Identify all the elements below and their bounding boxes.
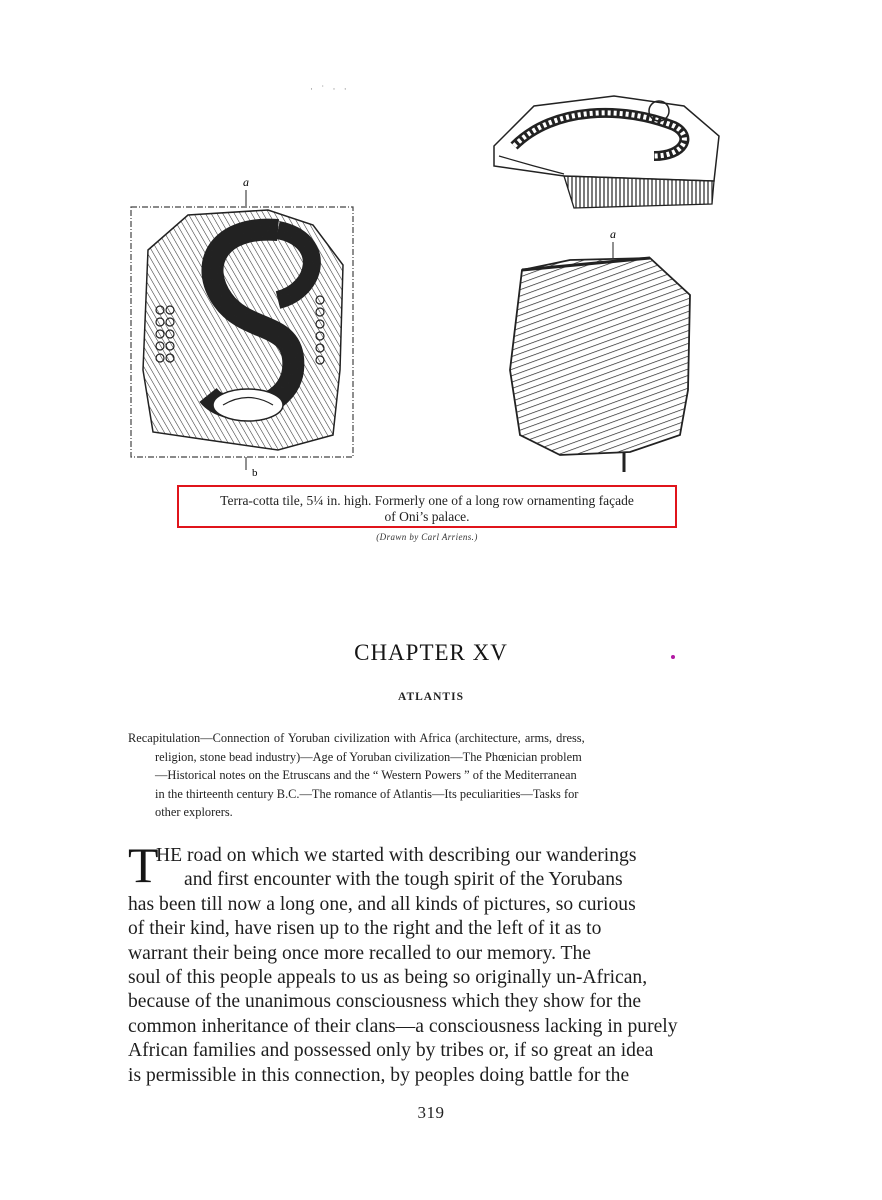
label-a: a xyxy=(243,175,249,189)
tile-perspective-illustration xyxy=(474,86,724,218)
scan-marks: · ˙ · · xyxy=(310,84,350,94)
illustration-credit: (Drawn by Carl Arriens.) xyxy=(376,532,478,542)
body-paragraph xyxy=(128,837,740,1088)
tile-back-illustration xyxy=(500,220,710,480)
drop-cap: T xyxy=(128,837,159,893)
body-line: and first encounter with the tough spirit of the Yorubans xyxy=(184,869,623,891)
terracotta-tile-illustration xyxy=(128,170,364,480)
figure-caption xyxy=(179,493,675,525)
synopsis-line: other explorers. xyxy=(155,805,233,820)
page-number: 319 xyxy=(417,1103,445,1122)
body-line: warrant their being once more recalled to our memory. The xyxy=(128,942,591,964)
caption-line: of Oni’s palace. xyxy=(384,509,470,524)
body-line: soul of this people appeals to us as being so originally un-African, xyxy=(128,967,648,989)
body-line: has been till now a long one, and all kinds of pictures, so curious xyxy=(128,893,636,915)
figure-caption-box xyxy=(177,485,677,528)
body-line: HE road on which we started with describing our wanderings xyxy=(156,845,637,866)
synopsis-line: —Historical notes on the Etruscans and the “ Western Powers ” of the Mediterranean xyxy=(155,768,577,783)
body-line: African families and possessed only by tribes or, if so great an idea xyxy=(128,1040,654,1062)
chapter-subtitle: ATLANTIS xyxy=(398,691,464,703)
body-line: of their kind, have risen up to the right and the left of it as to xyxy=(128,918,602,940)
synopsis-line: in the thirteenth century B.C.—The romance of Atlantis—Its peculiarities—Tasks for xyxy=(155,786,579,801)
synopsis-line: religion, stone bead industry)—Age of Yoruban civilization—The Phœnician problem xyxy=(155,749,582,764)
label-a-right: a xyxy=(610,227,616,241)
chapter-synopsis xyxy=(128,729,738,822)
body-line: common inheritance of their clans—a consciousness lacking in purely xyxy=(128,1015,678,1037)
chapter-title: CHAPTER XV xyxy=(354,640,508,665)
caption-line: Terra-cotta tile, 5¼ in. high. Formerly one of a long row ornamenting façade xyxy=(220,493,634,508)
body-line: is permissible in this connection, by peoples doing battle for the xyxy=(128,1064,630,1086)
label-b: b xyxy=(252,467,258,479)
synopsis-line: Recapitulation—Connection of Yoruban civilization with Africa (architecture, arms, dress, xyxy=(128,731,585,745)
body-line: because of the unanimous consciousness which they show for the xyxy=(128,991,642,1013)
